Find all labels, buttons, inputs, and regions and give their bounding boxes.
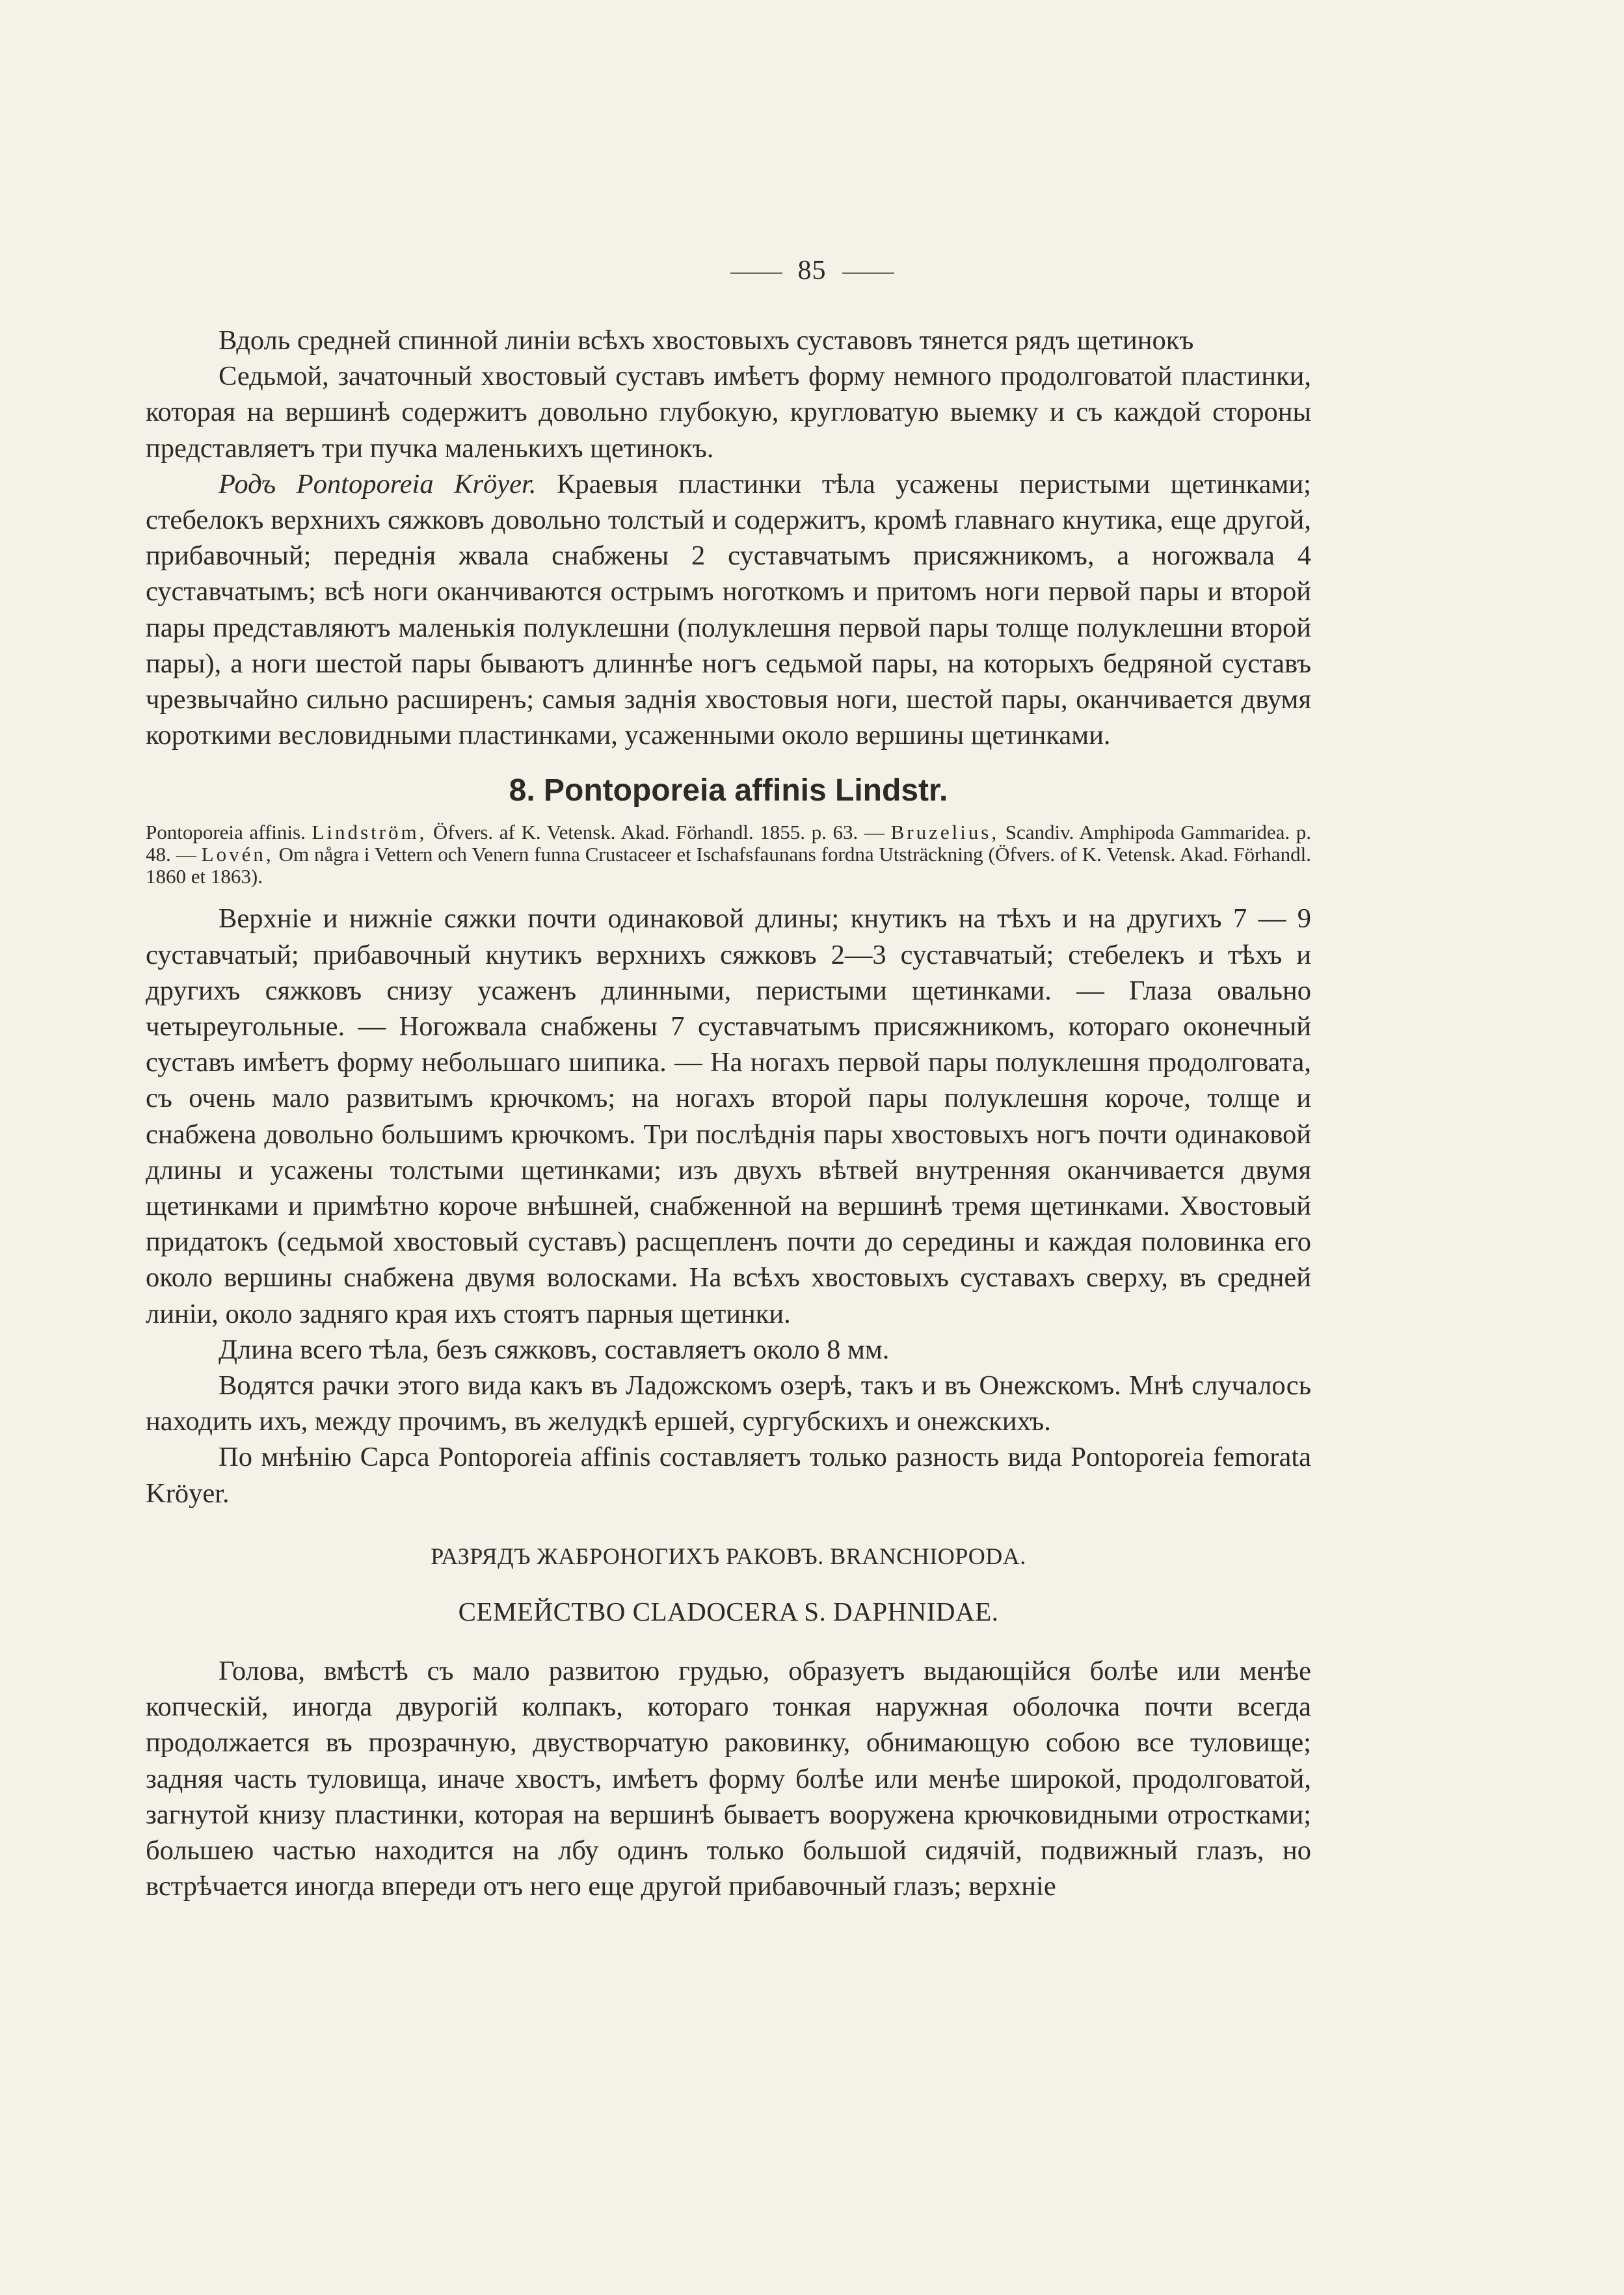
ref-author: Lovén, [201, 843, 274, 866]
genus-heading: Родъ Pontoporeia Kröyer. [219, 468, 537, 499]
page-number: 85 [782, 255, 842, 286]
order-heading: РАЗРЯДЪ ЖАБРОНОГИХЪ РАКОВЪ. BRANCHIOPODA. [431, 1543, 1026, 1569]
ref-author: Lindström, [312, 821, 427, 844]
paragraph-habitat: Водятся рачки этого вида какъ въ Ладожскомъ озерѣ, такъ и въ Онежскомъ. Мнѣ случалось находить ихъ, между прочимъ, въ желудкѣ ершей, сургубскихъ и онежскихъ. [146, 1370, 1311, 1437]
paragraph-sars-opinion: По мнѣнію Сарса Pontoporeia affinis составляетъ только разность вида Pontoporeia femorata Kröyer. [146, 1442, 1311, 1509]
ref-part: Om några i Vettern och Venern funna Crustaceer et Ischafsfaunans fordna Utsträckning (Öfvers. of K. Vetensk. Akad. Förhandl. 1860 et 1863). [146, 843, 1311, 888]
page-number-area [0, 255, 1624, 286]
family-heading: СЕМЕЙСТВО CLADOCERA S. DAPHNIDAE. [458, 1596, 999, 1626]
paragraph-genus-description [146, 466, 1311, 754]
ref-part: Pontoporeia affinis. [146, 821, 312, 844]
genus-text: Краевыя пластинки тѣла усажены перистыми щетинками; стебелокъ верхнихъ сяжковъ довольно толстый и содержитъ, кромѣ главнаго кнутика, еще другой, прибавочный; переднія жвала снабжены 2 суставчатымъ присяжникомъ, а ногожвала 4 суставчатымъ; всѣ ноги оканчиваются острымъ ноготкомъ и притомъ ноги первой пары и второй пары представляютъ маленькія полуклешни (полуклешня первой пары толще полуклешни второй пары), а ноги шестой пары бываютъ длиннѣе ногъ седьмой пары, на которыхъ бедряной суставъ чрезвычайно сильно расширенъ; самыя заднія хвостовыя ноги, шестой пары, оканчивается двумя короткими весловидными пластинками, усаженными около вершины щетинками. [146, 468, 1311, 751]
species-references [146, 821, 1311, 888]
ref-part: Scandiv. Amphipoda Gammaridea. p. 48. — [146, 821, 1311, 866]
paragraph-family-description: Голова, вмѣстѣ съ мало развитою грудью, образуетъ выдающійся болѣе или менѣе копческій, иногда двурогій колпакъ, котораго тонкая наружная оболочка почти всегда продолжается въ прозрачную, двустворчатую раковинку, обнимающую собою все туловище; задняя часть туловища, иначе хвостъ, имѣетъ форму болѣе или менѣе широкой, продолговатой, загнутой книзу пластинки, которая на вершинѣ бываетъ вооружена крючковидными отростками; большею частью находится на лбу одинъ только большой сидячій, подвижный глазъ, но встрѣчается иногда впереди отъ него еще другой прибавочный глазъ; верхніе [146, 1655, 1311, 1902]
paragraph-body-length: Длина всего тѣла, безъ сяжковъ, составляетъ около 8 мм. [219, 1334, 890, 1365]
ref-part: Öfvers. af K. Vetensk. Akad. Förhandl. 1855. p. 63. — [427, 821, 891, 844]
page-content [146, 323, 1311, 1904]
paragraph-dorsal-setae: Вдоль средней спинной линіи всѣхъ хвостовыхъ суставовъ тянется рядъ щетинокъ [219, 325, 1194, 356]
species-heading: 8. Pontoporeia affinis Lindstr. [509, 773, 948, 808]
ref-author: Bruzelius, [890, 821, 1000, 844]
paragraph-species-description: Верхніе и нижніе сяжки почти одинаковой длины; кнутикъ на тѣхъ и на другихъ 7 — 9 суставчатый; прибавочный кнутикъ верхнихъ сяжковъ 2—3 суставчатый; стебелекъ и тѣхъ и другихъ сяжковъ снизу усаженъ длинными, перистыми щетинками. — Глаза овально четыреугольные. — Ногожвала снабжены 7 суставчатымъ присяжникомъ, котораго оконечный суставъ имѣетъ форму небольшаго шипика. — На ногахъ первой пары полуклешня продолговата, съ очень мало развитымъ крючкомъ; на ногахъ второй пары полуклешня короче, толще и снабжена довольно большимъ крючкомъ. Три послѣднія пары хвостовыхъ ногъ почти одинаковой длины и усажены толстыми щетинками; изъ двухъ вѣтвей внутренняя оканчивается двумя щетинками и примѣтно короче внѣшней, снабженной на вершинѣ тремя щетинками. Хвостовый придатокъ (седьмой хвостовый суставъ) расщепленъ почти до середины и каждая половинка его около вершины снабжена двумя волосками. На всѣхъ хвостовыхъ суставахъ сверху, въ средней линіи, около задняго края ихъ стоятъ парныя щетинки. [146, 903, 1311, 1329]
paragraph-seventh-segment: Седьмой, зачаточный хвостовый суставъ имѣетъ форму немного продолговатой пластинки, которая на вершинѣ содержитъ довольно глубокую, кругловатую выемку и съ каждой стороны представляетъ три пучка маленькихъ щетинокъ. [146, 361, 1311, 464]
